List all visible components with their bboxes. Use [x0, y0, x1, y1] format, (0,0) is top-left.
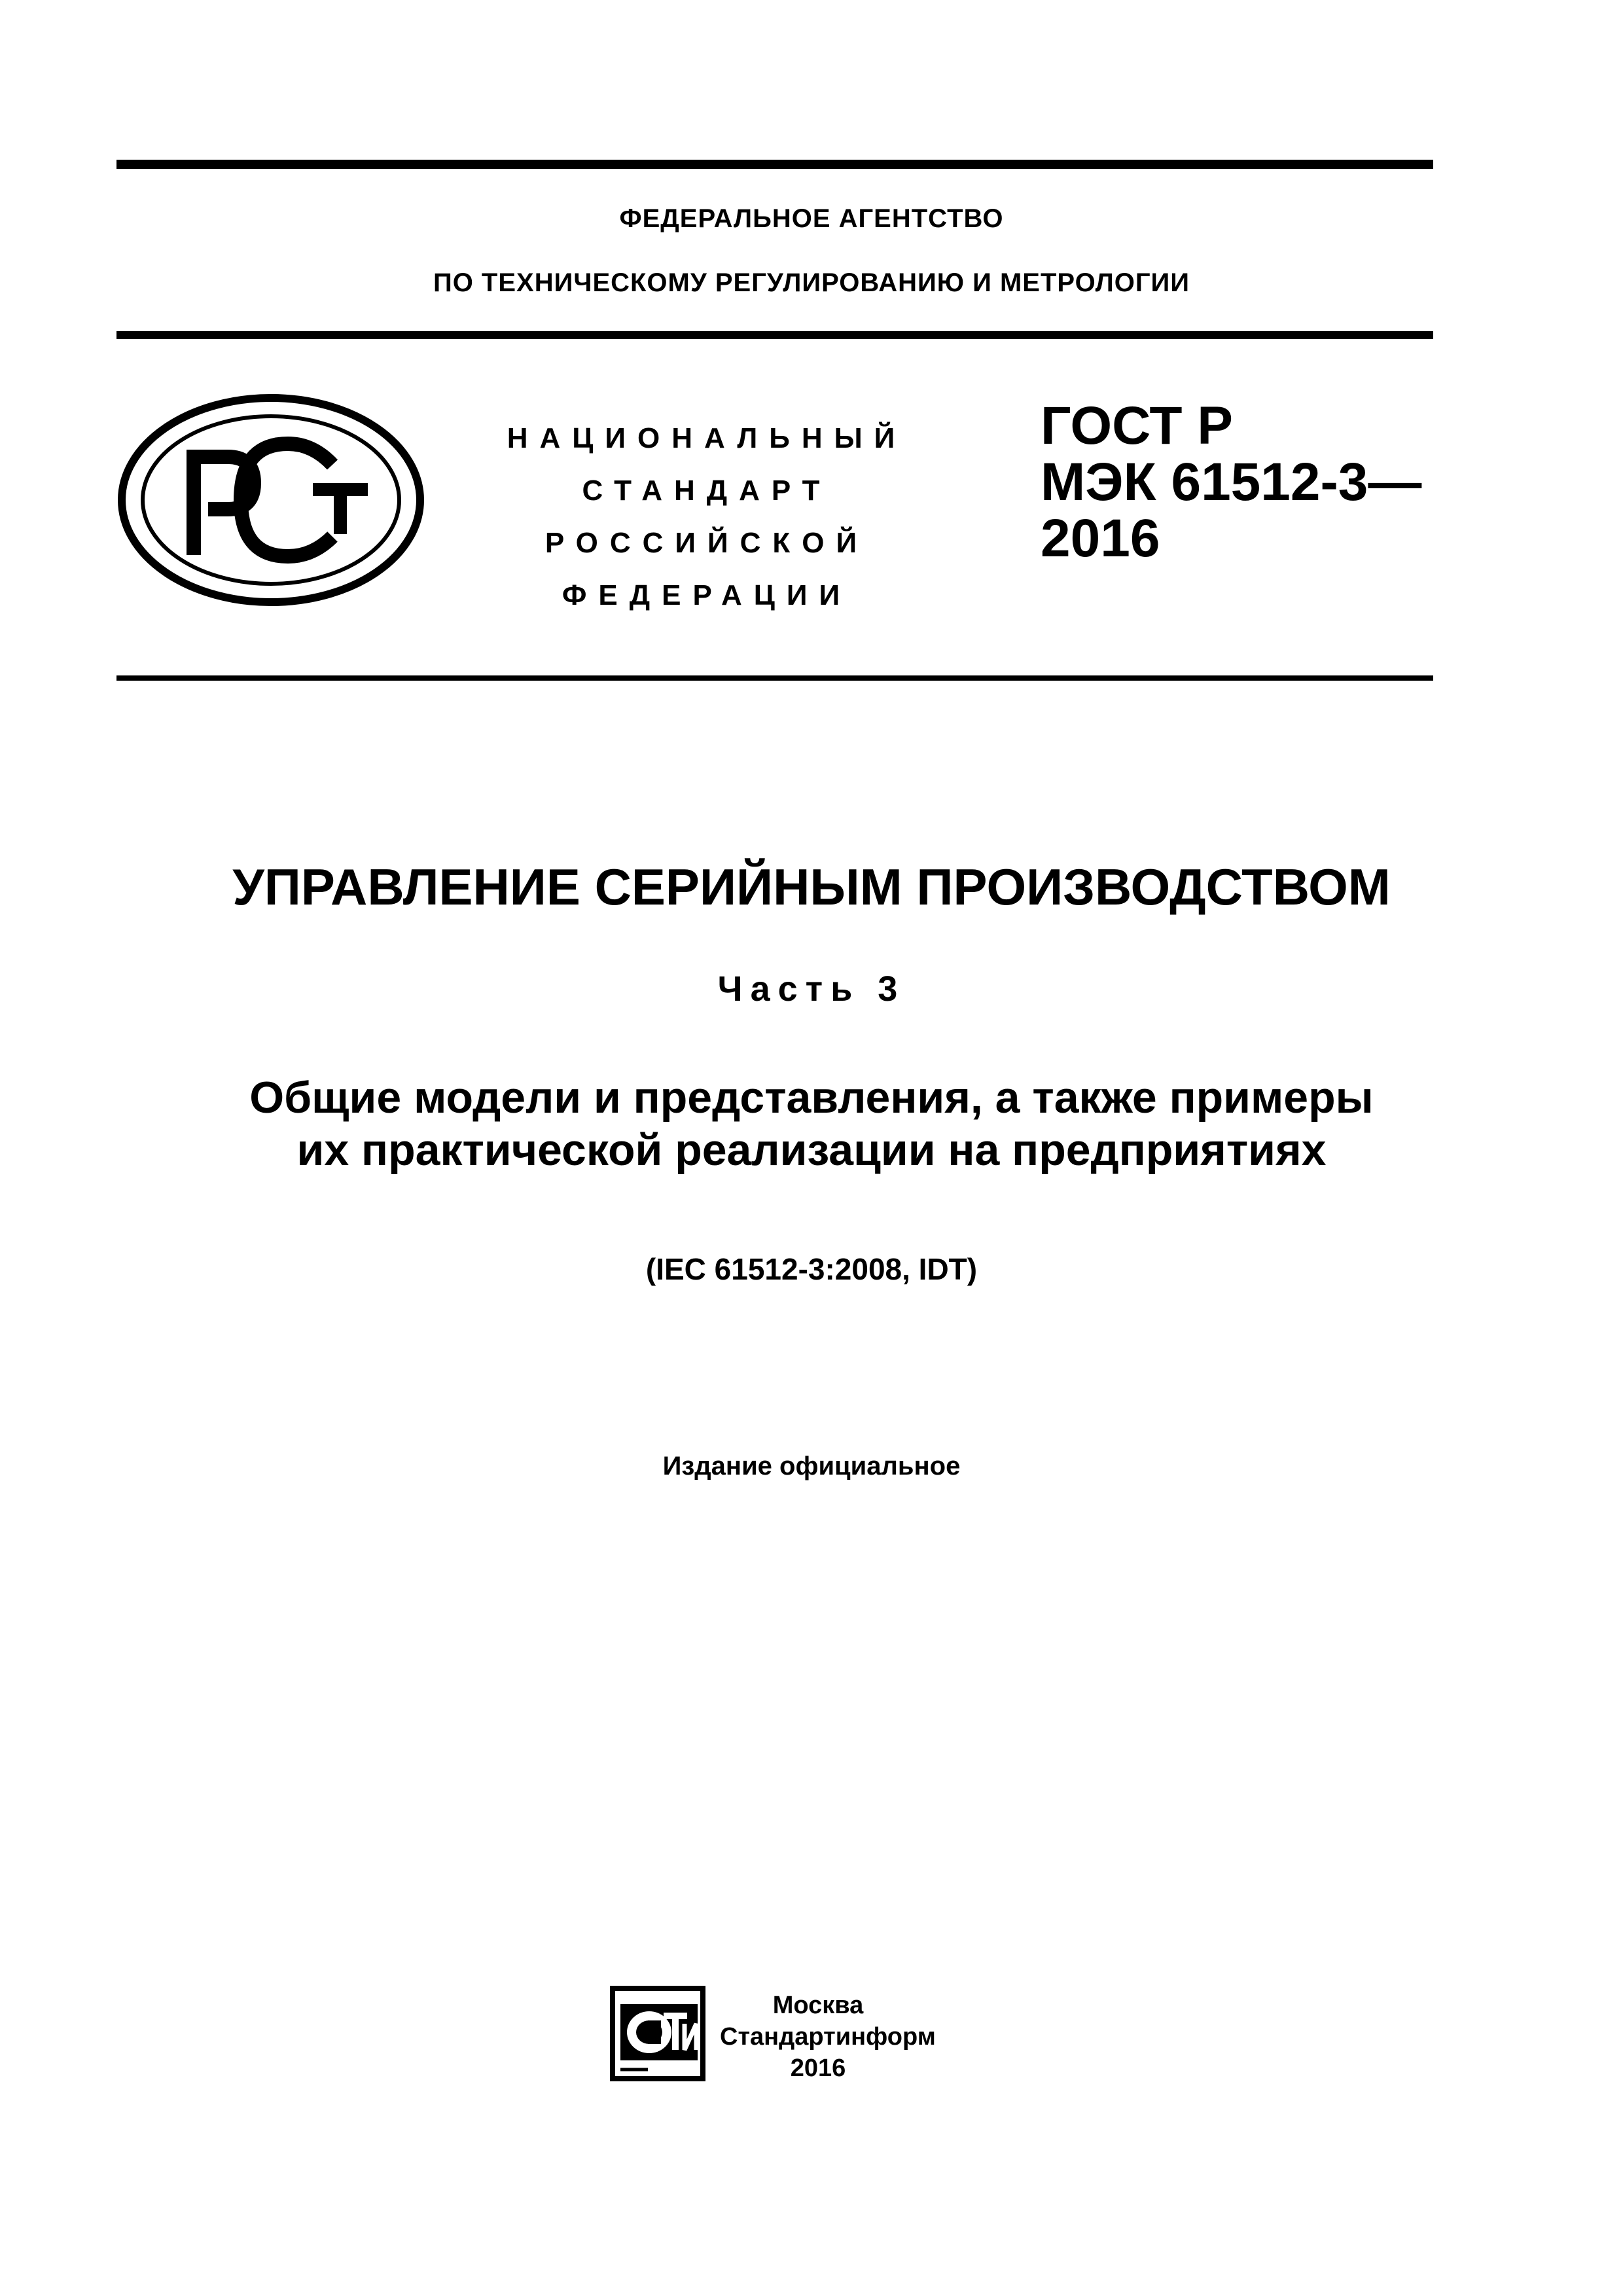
designation-line-2: МЭК 61512-3—: [1041, 452, 1422, 512]
national-standard-line: ФЕДЕРАЦИИ: [562, 579, 852, 611]
national-standard-line: РОССИЙСКОЙ: [544, 527, 869, 559]
publisher-block: [720, 1990, 936, 2084]
national-standard-label: [471, 412, 942, 622]
header-rule: [116, 331, 1433, 339]
rst-logo-icon: [116, 391, 425, 609]
publisher-year: 2016: [790, 2054, 846, 2082]
national-standard-line: НАЦИОНАЛЬНЫЙ: [507, 422, 907, 454]
top-rule: [116, 160, 1433, 169]
national-standard-line: СТАНДАРТ: [582, 475, 832, 507]
publisher-city: Москва: [772, 1992, 864, 2019]
section-rule: [116, 675, 1433, 681]
edition-label: Издание официальное: [662, 1452, 961, 1480]
designation-line-3: 2016: [1041, 509, 1160, 568]
document-subtitle-line-1: Общие модели и представления, а также примеры: [249, 1073, 1374, 1122]
agency-line-1: ФЕДЕРАЛЬНОЕ АГЕНТСТВО: [619, 204, 1004, 233]
standard-designation: [1041, 398, 1446, 567]
document-subtitle-line-2: их практической реализации на предприятиях: [296, 1125, 1327, 1175]
iec-reference: (IEC 61512-3:2008, IDT): [645, 1252, 978, 1286]
document-part: Часть 3: [717, 969, 906, 1009]
publisher-name: Стандартинформ: [720, 2023, 936, 2051]
designation-line-1: ГОСТ Р: [1041, 396, 1233, 456]
agency-line-2: ПО ТЕХНИЧЕСКОМУ РЕГУЛИРОВАНИЮ И МЕТРОЛОГИИ: [433, 268, 1190, 297]
document-title: УПРАВЛЕНИЕ СЕРИЙНЫМ ПРОИЗВОДСТВОМ: [232, 858, 1391, 916]
standartinform-logo-icon: [609, 1984, 707, 2083]
